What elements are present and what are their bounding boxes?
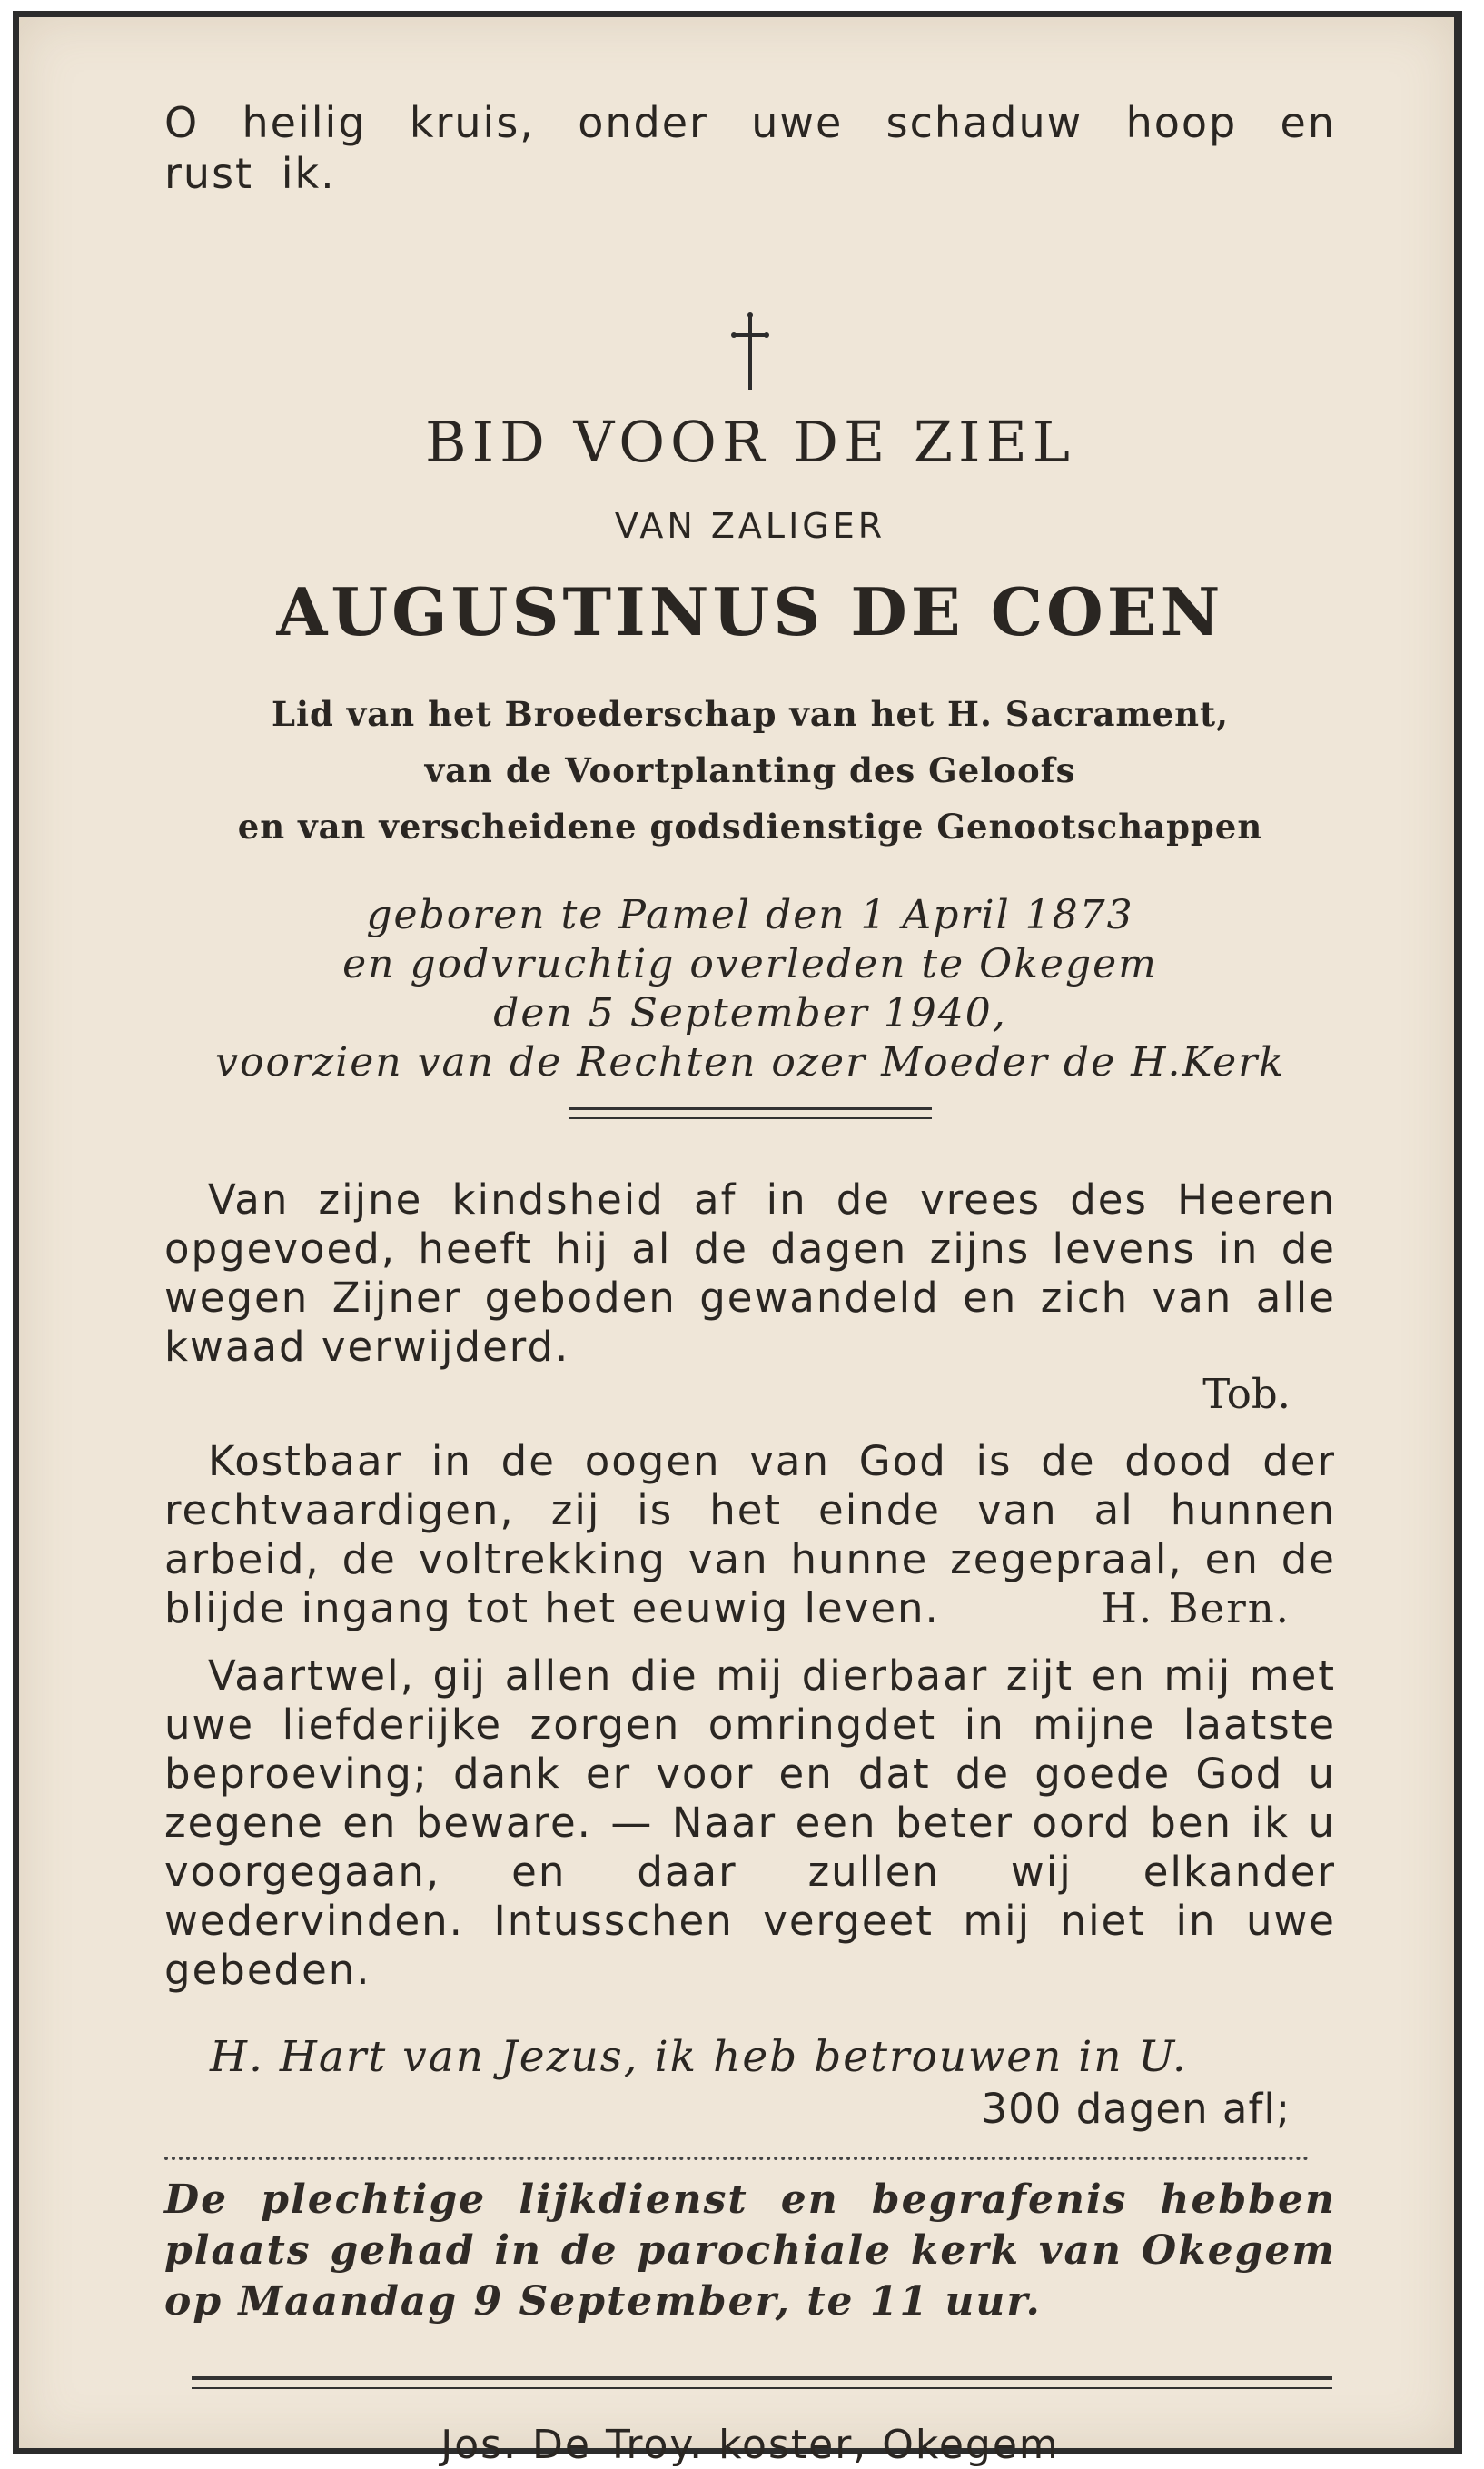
deceased-name: AUGUSTINUS DE COEN	[276, 573, 1224, 650]
epigraph: O heilig kruis, onder uwe schaduw hoop en rust ik.	[164, 98, 1336, 198]
bottom-divider	[192, 2376, 1332, 2389]
van-zaliger: VAN ZALIGER	[614, 506, 886, 546]
memorial-card	[13, 11, 1462, 2468]
divider	[569, 1107, 932, 1119]
paragraph: Vaartwel, gij allen die mij dierbaar zijt en mij met uwe liefderijke zorgen omringdet in mijne laatste beproeving; dank er voor en dat de goede God u zegene en beware. — Naar een beter oord ben ik u voorgegaan, en daar zullen wij elkander wedervinden. Intusschen vergeet mij niet in uwe gebeden.	[164, 1651, 1336, 1994]
membership-line: en van verscheidene godsdienstige Genootschappen	[237, 807, 1263, 847]
membership-line: Lid van het Broederschap van het H. Sacrament,	[271, 694, 1229, 734]
cross-icon	[723, 312, 777, 393]
card-content	[164, 97, 1336, 2468]
printer-credit: Jos. De Troy. koster, Okegem	[440, 2422, 1060, 2468]
paragraph-text: Kostbaar in de oogen van God is de dood der rechtvaardigen, zij is het einde van al hunnen arbeid, de voltrekking van hunne zegepraal, en de blijde ingang tot het eeuwig leven.	[164, 1437, 1336, 1632]
prayer-line: H. Hart van Jezus, ik heb betrouwen in U.	[210, 2032, 1188, 2082]
membership-line: van de Voortplanting des Geloofs	[424, 750, 1076, 790]
paragraph	[164, 1437, 1336, 1633]
date-line: en godvruchtig overleden te Okegem	[342, 941, 1158, 987]
paragraph: Van zijne kindsheid af in de vrees des Heeren opgevoed, heeft hij al de dagen zijns levens in de wegen Zijner geboden gewandeld en zich van alle kwaad verwijderd.	[164, 1175, 1336, 1371]
reflections	[164, 1175, 1336, 1995]
citation: H. Bern.	[1101, 1584, 1291, 1632]
dotted-divider	[164, 2157, 1309, 2160]
date-line: geboren te Pamel den 1 April 1873	[366, 892, 1134, 938]
memberships	[164, 686, 1336, 855]
funeral-notice: De plechtige lijkdienst en begrafenis hebben plaats gehad in de parochiale kerk van Okegem op Maandag 9 September, te 11 uur.	[164, 2176, 1336, 2325]
date-line: voorzien van de Rechten ozer Moeder de H.Kerk	[215, 1039, 1285, 1086]
citation: Tob.	[1202, 1370, 1291, 1418]
life-dates	[164, 891, 1336, 1087]
pray-heading: BID VOOR DE ZIEL	[425, 409, 1075, 475]
date-line: den 5 September 1940,	[493, 990, 1007, 1036]
indulgence: 300 dagen afl;	[981, 2085, 1291, 2133]
